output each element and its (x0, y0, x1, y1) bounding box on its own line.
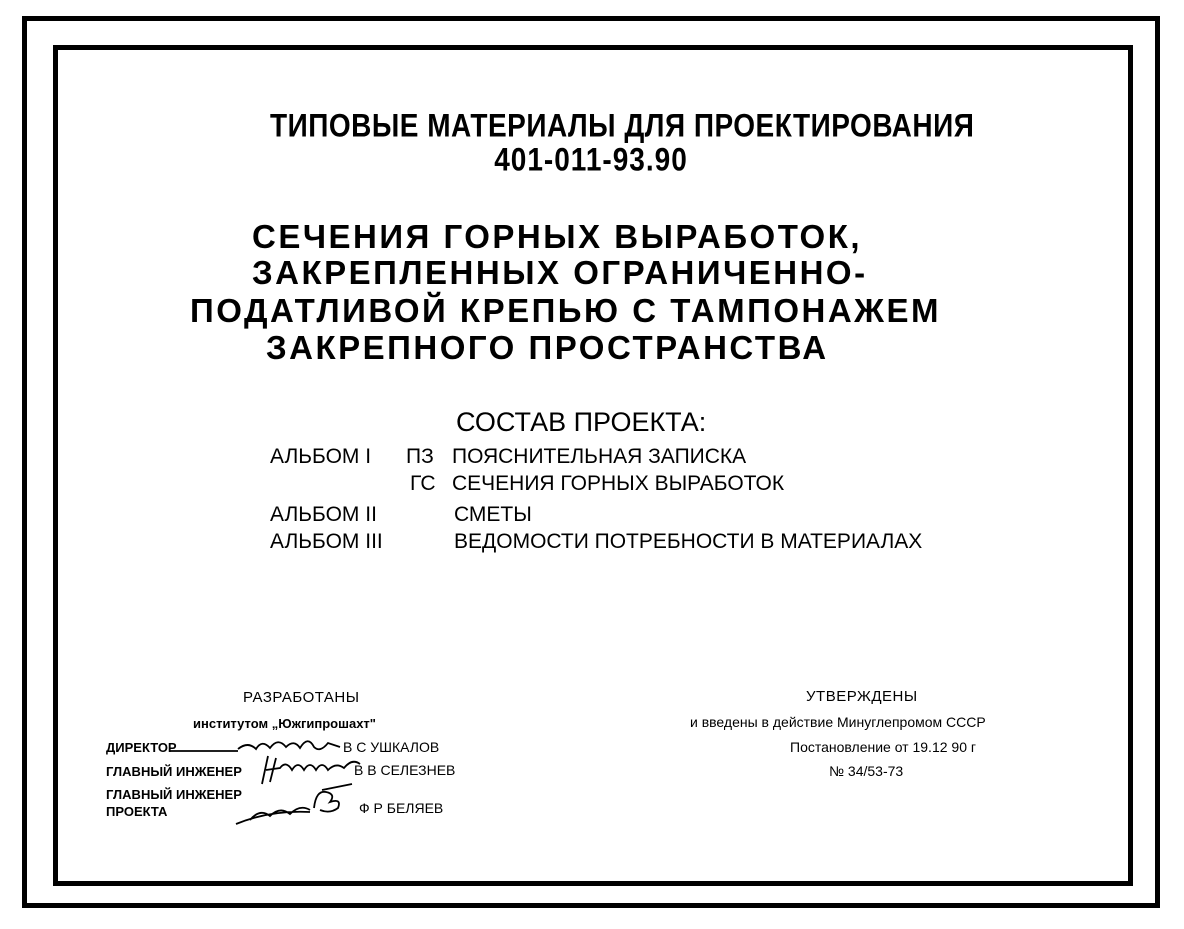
section-title: СЕЧЕНИЯ ГОРНЫХ ВЫРАБОТОК (452, 472, 785, 495)
approved-heading: УТВЕРЖДЕНЫ (806, 688, 918, 705)
section-title: ВЕДОМОСТИ ПОТРЕБНОСТИ В МАТЕРИАЛАХ (454, 530, 923, 553)
section-title: ПОЯСНИТЕЛЬНАЯ ЗАПИСКА (452, 445, 747, 468)
signer-role: ГЛАВНЫЙ ИНЖЕНЕР (106, 764, 242, 779)
main-title-line-4: ЗАКРЕПНОГО ПРОСТРАНСТВА (266, 329, 829, 366)
main-title-line-2: ЗАКРЕПЛЕННЫХ ОГРАНИЧЕННО- (252, 254, 868, 291)
section-code: ГС (410, 472, 436, 495)
developed-heading: РАЗРАБОТАНЫ (243, 689, 360, 706)
section-title: СМЕТЫ (454, 503, 532, 526)
composition-heading: СОСТАВ ПРОЕКТА: (456, 407, 707, 437)
developer-organization: институтом „Южгипрошахт" (193, 716, 376, 731)
section-code: ПЗ (406, 445, 434, 468)
signature-project-chief-engineer (230, 780, 360, 830)
album-label: АЛЬБОМ II (270, 503, 377, 526)
main-title-line-1: СЕЧЕНИЯ ГОРНЫХ ВЫРАБОТОК, (252, 218, 863, 255)
signer-name: В С УШКАЛОВ (343, 739, 440, 755)
approval-resolution: Постановление от 19.12 90 г (790, 739, 976, 755)
document-code: 401-011-93.90 (494, 141, 688, 178)
signer-name: В В СЕЛЕЗНЕВ (354, 762, 456, 778)
series-title: ТИПОВЫЕ МАТЕРИАЛЫ ДЛЯ ПРОЕКТИРОВАНИЯ (270, 107, 975, 144)
approval-authority: и введены в действие Минуглепромом СССР (690, 714, 986, 730)
album-label: АЛЬБОМ I (270, 445, 372, 468)
approval-number: № 34/53-73 (829, 763, 904, 779)
signer-role: ДИРЕКТОР (106, 740, 177, 755)
signer-role: ГЛАВНЫЙ ИНЖЕНЕР (106, 787, 242, 802)
album-label: АЛЬБОМ III (270, 530, 383, 553)
signer-role-continued: ПРОЕКТА (106, 804, 168, 819)
signer-name: Ф Р БЕЛЯЕВ (359, 800, 444, 816)
main-title-line-3: ПОДАТЛИВОЙ КРЕПЬЮ С ТАМПОНАЖЕМ (190, 292, 942, 329)
